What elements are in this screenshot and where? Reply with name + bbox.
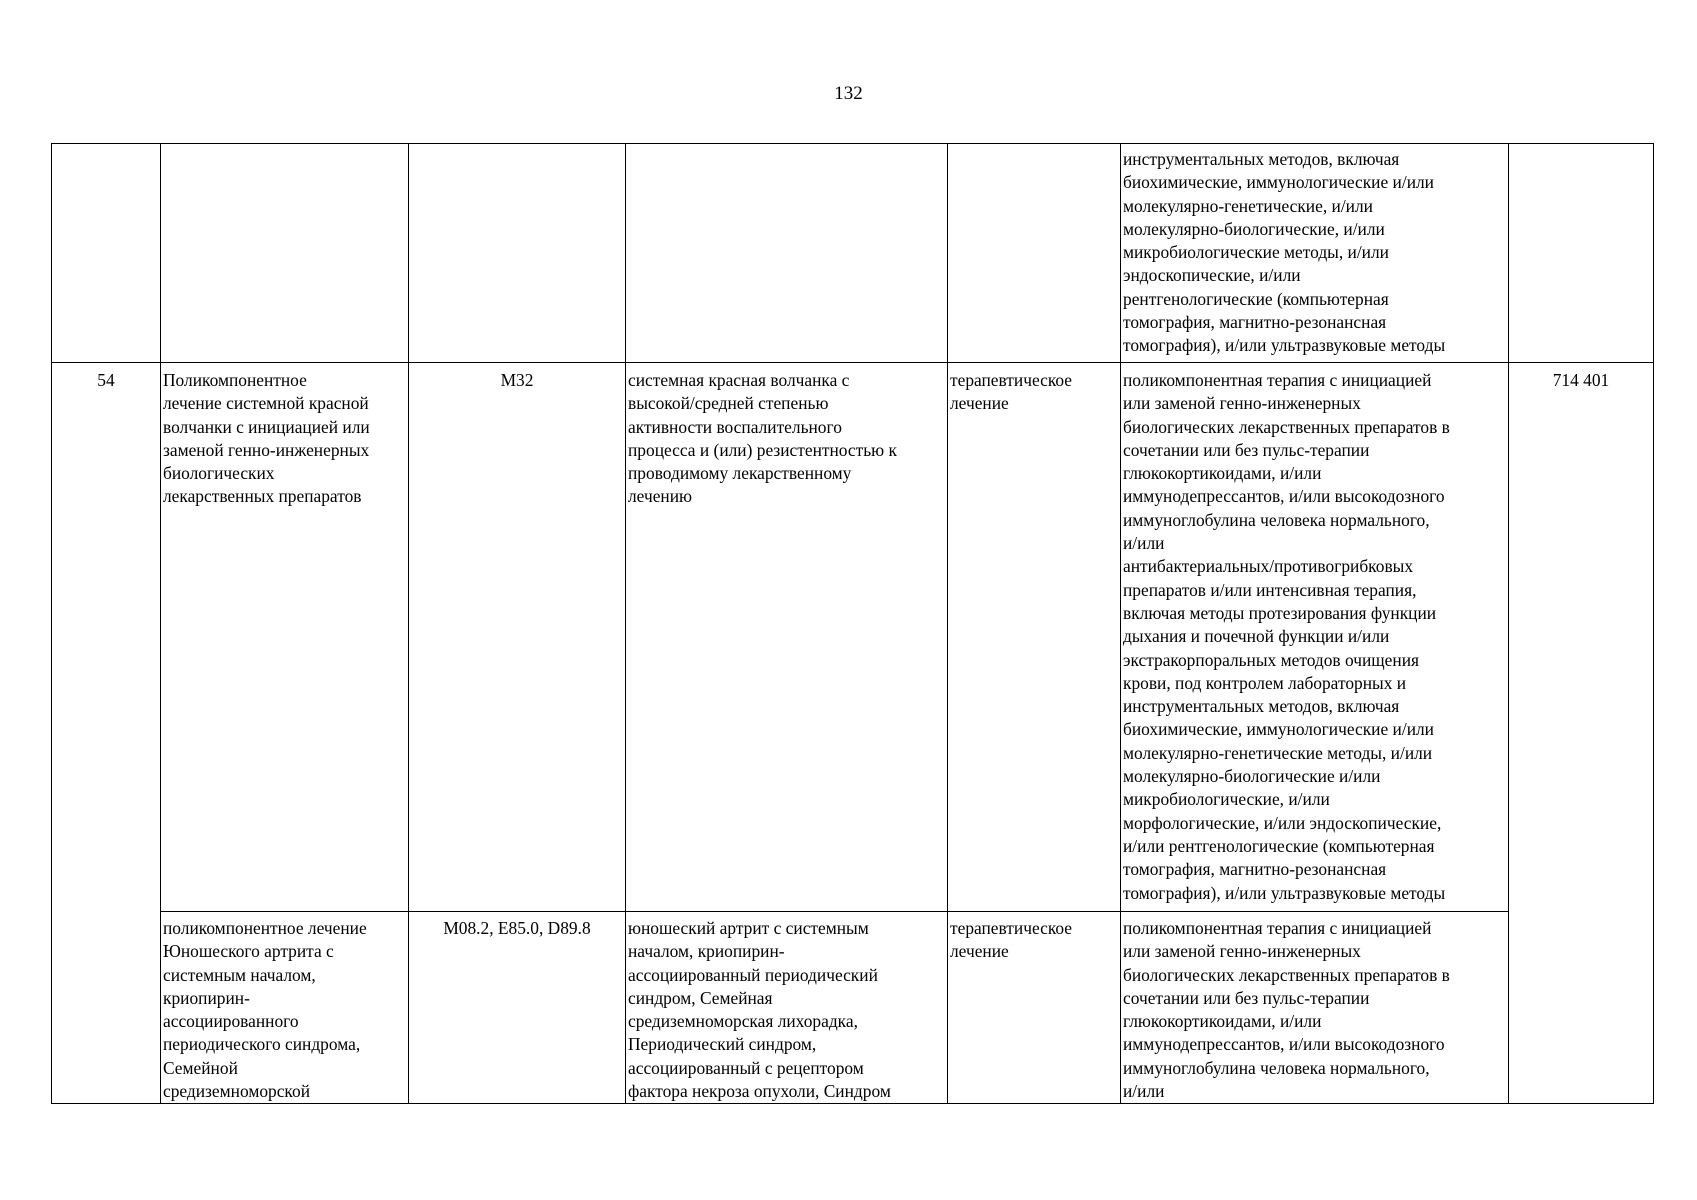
- row-number-cell: 54: [52, 363, 161, 1104]
- table-row: [52, 144, 1654, 363]
- medical-care-table: [51, 143, 1654, 1104]
- treatment-method-cell: инструментальных методов, включая биохимические, иммунологические и/или молекулярно-генетические, и/или молекулярно-биологические, и/или микробиологические методы, и/или эндоскопические, и/или рентгенологические (компьютерная томография, магнитно-резонансная томография), и/или ультразвуковые методы: [1121, 144, 1509, 363]
- patient-model-cell: [626, 144, 948, 363]
- patient-model-cell: юношеский артрит с системным началом, криопирин- ассоциированный периодический синдром, Семейная средиземноморская лихорадка, Периодический синдром, ассоциированный с рецептором фактора некроза опухоли, Синдром: [626, 912, 948, 1104]
- care-name-cell: Поликомпонентное лечение системной красной волчанки с инициацией или заменой генно-инженерных биологических лекарственных препаратов: [161, 363, 409, 912]
- icd-code-cell: M08.2, E85.0, D89.8: [409, 912, 626, 1104]
- icd-code-cell: M32: [409, 363, 626, 912]
- care-name-cell: [161, 144, 409, 363]
- patient-model-cell: системная красная волчанка с высокой/средней степенью активности воспалительного процесса и (или) резистентностью к проводимому лекарственному лечению: [626, 363, 948, 912]
- treatment-type-cell: [948, 144, 1121, 363]
- treatment-method-cell: поликомпонентная терапия с инициацией или заменой генно-инженерных биологических лекарственных препаратов в сочетании или без пульс-терапии глюкокортикоидами, и/или иммунодепрессантов, и/или высокодозного иммуноглобулина человека нормального, и/или антибактериальных/противогрибковых препаратов и/или интенсивная терапия, включая методы протезирования функции дыхания и почечной функции и/или экстракорпоральных методов очищения крови, под контролем лабораторных и инструментальных методов, включая биохимические, иммунологические и/или молекулярно-генетические методы, и/или молекулярно-биологические и/или микробиологические, и/или морфологические, и/или эндоскопические, и/или рентгенологические (компьютерная томография, магнитно-резонансная томография), и/или ультразвуковые методы: [1121, 363, 1509, 912]
- treatment-type-cell: терапевтическое лечение: [948, 912, 1121, 1104]
- treatment-method-cell: поликомпонентная терапия с инициацией или заменой генно-инженерных биологических лекарственных препаратов в сочетании или без пульс-терапии глюкокортикоидами, и/или иммунодепрессантов, и/или высокодозного иммуноглобулина человека нормального, и/или: [1121, 912, 1509, 1104]
- cost-cell: [1509, 144, 1654, 363]
- page-number: 132: [834, 83, 863, 104]
- cost-cell: 714 401: [1509, 363, 1654, 1104]
- table-row: [52, 363, 1654, 912]
- table-row: [52, 912, 1654, 1104]
- icd-code-cell: [409, 144, 626, 363]
- row-number-cell: [52, 144, 161, 363]
- treatment-type-cell: терапевтическое лечение: [948, 363, 1121, 912]
- care-name-cell: поликомпонентное лечение Юношеского артрита с системным началом, криопирин- ассоциированного периодического синдрома, Семейной средиземноморской: [161, 912, 409, 1104]
